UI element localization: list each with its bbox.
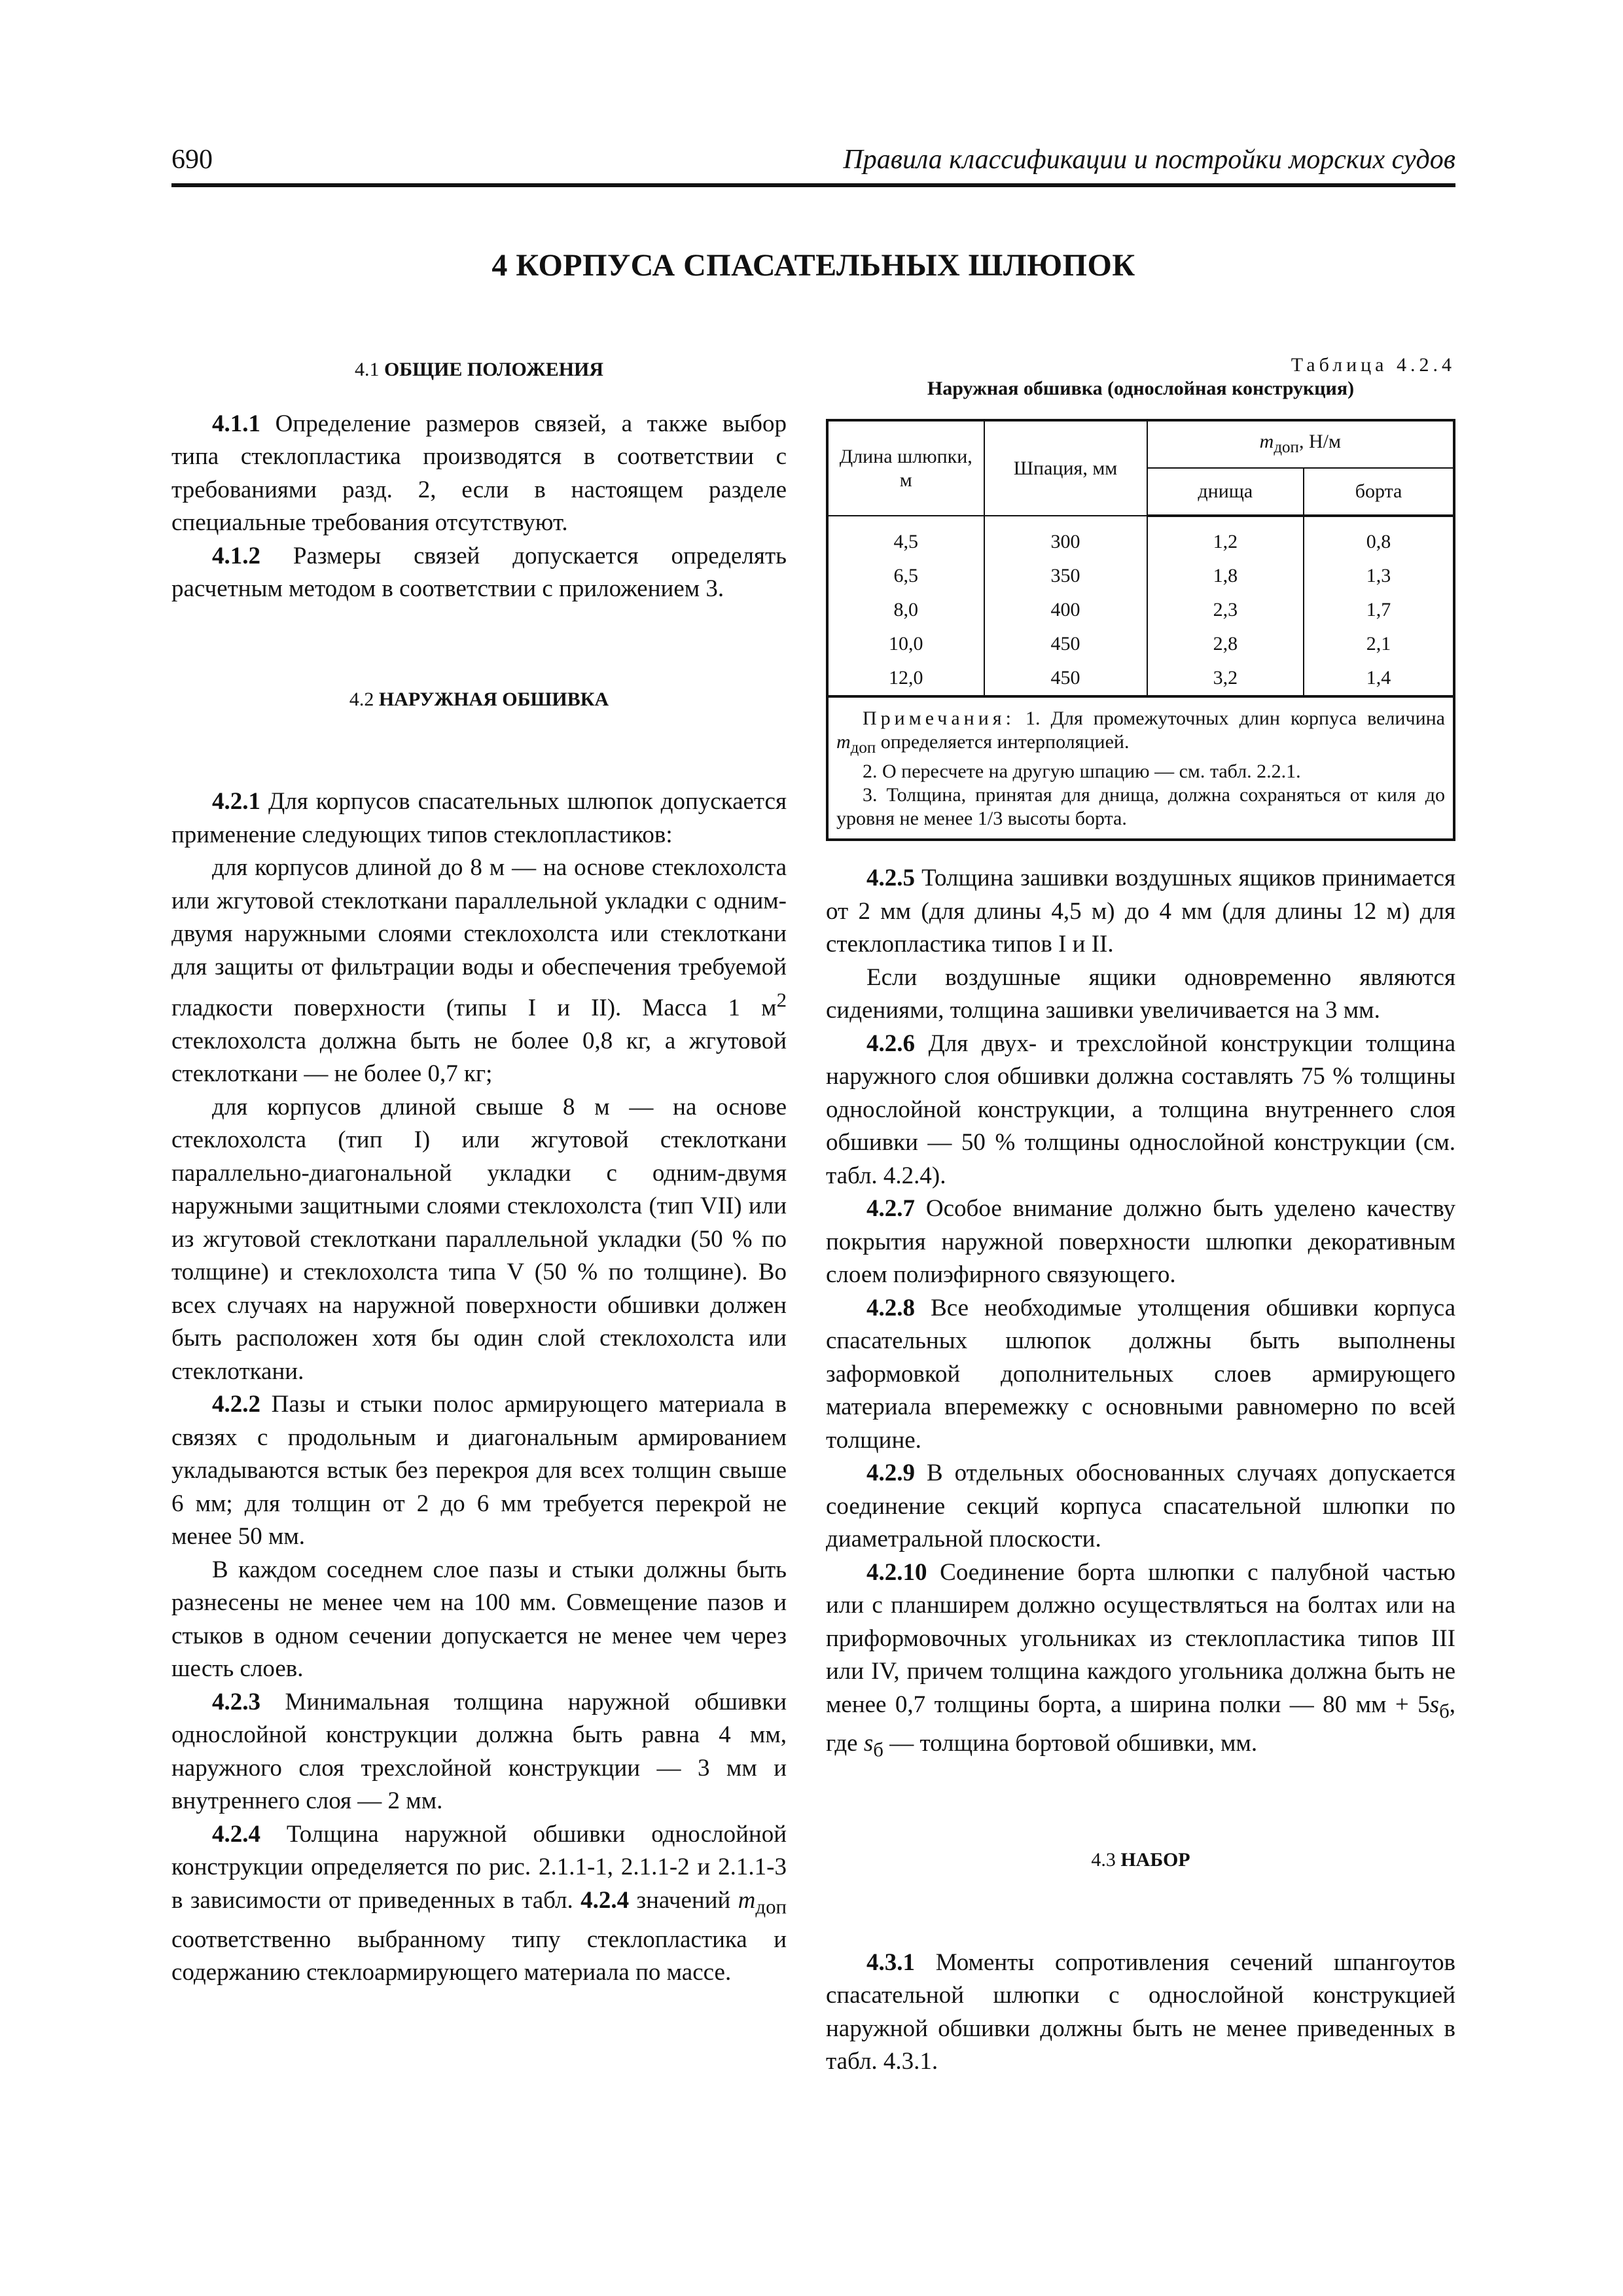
paragraph-4-1-2: 4.1.2 Размеры связей допускается определять расчетным методом в соответствии с приложением 3. — [171, 542, 787, 602]
table-cell: 4,5 — [827, 516, 984, 559]
table-4-2-4 — [826, 419, 1455, 841]
table-row — [827, 593, 1454, 627]
paragraph-4-2-8: 4.2.8 Все необходимые утолщения обшивки корпуса спасательных шлюпок должны быть выполнены заформовкой дополнительных слоев армирующего материала вперемежку с основными равномерно по всей толщине. — [826, 1294, 1455, 1454]
table-notes — [827, 696, 1454, 840]
chapter-title: 4 КОРПУСА СПАСАТЕЛЬНЫХ ШЛЮПОК — [491, 248, 1135, 283]
table-row — [827, 559, 1454, 593]
table-cell: 350 — [984, 559, 1147, 593]
table-cell: 1,3 — [1304, 559, 1454, 593]
symbol-m: m — [738, 1886, 756, 1914]
table-cell: 450 — [984, 661, 1147, 696]
table-note-2: 2. О пересчете на другую шпацию — см. табл. 2.2.1. — [863, 761, 1301, 782]
section-heading-4-2: 4.2 НАРУЖНАЯ ОБШИВКА — [349, 688, 609, 710]
table-row — [827, 661, 1454, 696]
table-cell: 8,0 — [827, 593, 984, 627]
header-side: борта — [1304, 468, 1454, 516]
header-bottom: днища — [1147, 468, 1304, 516]
section-heading-4-3: 4.3 НАБОР — [1091, 1849, 1190, 1871]
table-label: Таблица 4.2.4 — [1291, 354, 1455, 376]
table-cell: 10,0 — [827, 627, 984, 661]
paragraph-4-2-6: 4.2.6 Для двух- и трехслойной конструкции толщина наружного слоя обшивки должна составлять 75 % толщины однослойной конструкции, а толщина внутреннего слоя обшивки — 50 % толщины однослойной конструкции (см. табл. 4.2.4). — [826, 1030, 1455, 1189]
running-title: Правила классификации и постройки морских судов — [843, 145, 1455, 175]
table-cell: 400 — [984, 593, 1147, 627]
paragraph-4-2-1-long-hulls: для корпусов длиной свыше 8 м — на основе стеклохолста (тип I) или жгутовой стеклоткани параллельно-диагональной укладки с одним-двумя наружными защитными слоями стеклохолста (тип VII) или из жгутовой стеклоткани параллельной укладки (50 % по толщине) и стеклохолста типа V (50 % по толщине). Во всех случаях на наружной поверхности обшивки должен быть расположен хотя бы один слой стеклохолста или стеклоткани. — [171, 1093, 787, 1385]
right-column — [826, 353, 1455, 2079]
table-cell: 1,2 — [1147, 516, 1304, 559]
table-cell: 3,2 — [1147, 661, 1304, 696]
header-spacing: Шпация, мм — [984, 420, 1147, 516]
paragraph-4-2-2-cont: В каждом соседнем слое пазы и стыки должны быть разнесены не менее чем на 100 мм. Совмещение пазов и стыков в одном сечении допускается не менее чем через шесть слоев. — [171, 1556, 787, 1683]
paragraph-4-1-1: 4.1.1 Определение размеров связей, а также выбор типа стеклопластика производятся в соответствии с требованиями разд. 2, если в настоящем разделе специальные требования отсутствуют. — [171, 410, 787, 536]
table-cell: 450 — [984, 627, 1147, 661]
page-number: 690 — [171, 145, 213, 175]
table-row — [827, 516, 1454, 559]
paragraph-4-2-7: 4.2.7 Особое внимание должно быть уделено качеству покрытия наружной поверхности шлюпки декоративным слоем полиэфирного связующего. — [826, 1195, 1455, 1288]
table-cell: 2,1 — [1304, 627, 1454, 661]
page-header — [171, 144, 1455, 185]
table-cell: 2,3 — [1147, 593, 1304, 627]
table-cell: 6,5 — [827, 559, 984, 593]
symbol-s: s — [863, 1730, 874, 1757]
paragraph-4-2-3: 4.2.3 Минимальная толщина наружной обшивки однослойной конструкции должна быть равна 4 мм, наружного слоя трехслойной конструкции — 3 мм и внутреннего слоя — 2 мм. — [171, 1688, 787, 1815]
paragraph-4-2-5: 4.2.5 Толщина зашивки воздушных ящиков принимается от 2 мм (для длины 4,5 м) до 4 мм (для длины 12 м) для стеклопластика типов I и II. — [826, 865, 1455, 958]
paragraph-4-2-4: 4.2.4 Толщина наружной обшивки однослойной конструкции определяется по рис. 2.1.1-1, 2.1.1-2 и 2.1.1-3 в зависимости от приведенных в табл. 4.2.4 значений $m_{доп}$ соответственно выбранному типу стеклопластика и содержанию стеклоармирующего материала по массе. — [171, 1820, 787, 1986]
left-column — [171, 353, 787, 1990]
table-note-3: 3. Толщина, принятая для днища, должна сохраняться от киля до уровня не менее 1/3 высоты борта. — [836, 784, 1445, 829]
table-cell: 1,7 — [1304, 593, 1454, 627]
table-reference: 4.2.4 — [580, 1886, 630, 1914]
table-note-1: Примечания: 1. Для промежуточных длин корпуса величина $m_{доп}$ определяется интерполяцией. — [836, 708, 1445, 757]
table-cell: 0,8 — [1304, 516, 1454, 559]
table-cell: 1,4 — [1304, 661, 1454, 696]
section-heading-4-1: 4.1 ОБЩИЕ ПОЛОЖЕНИЯ — [354, 359, 604, 380]
paragraph-4-2-10: 4.2.10 Соединение борта шлюпки с палубной частью или с планширем должно осуществляться на болтах или на приформовочных угольниках из стеклопластика типов III или IV, причем толщина каждого угольника должна быть не менее 0,7 толщины борта, а ширина полки — 80 мм + $5s_б$, где $s_б$ — толщина бортовой обшивки, мм. — [826, 1558, 1455, 1761]
paragraph-4-2-5-cont: Если воздушные ящики одновременно являются сидениями, толщина зашивки увеличивается на 3 мм. — [826, 963, 1455, 1024]
table-cell: 1,8 — [1147, 559, 1304, 593]
table-cell: 2,8 — [1147, 627, 1304, 661]
paragraph-4-2-1: 4.2.1 Для корпусов спасательных шлюпок допускается применение следующих типов стеклопластиков: — [171, 788, 787, 848]
paragraph-4-2-2: 4.2.2 Пазы и стыки полос армирующего материала в связях с продольным и диагональным армированием укладываются встык без перекроя для всех толщин свыше 6 мм; для толщин от 2 до 6 мм требуется перекрой не менее 50 мм. — [171, 1391, 787, 1551]
header-m-dop: $m_{доп}$, Н/м — [1147, 420, 1454, 468]
paragraph-4-2-9: 4.2.9 В отдельных обоснованных случаях допускается соединение секций корпуса спасательной шлюпки по диаметральной плоскости. — [826, 1460, 1456, 1552]
table-row — [827, 627, 1454, 661]
symbol-s: s — [1429, 1691, 1440, 1718]
table-caption: Наружная обшивка (однослойная конструкция) — [927, 378, 1355, 399]
table-cell: 300 — [984, 516, 1147, 559]
header-rule — [171, 183, 1455, 187]
paragraph-4-2-1-short-hulls: для корпусов длиной до 8 м — на основе стеклохолста или жгутовой стеклоткани параллельной укладки с одним-двумя наружными слоями стеклохолста или стеклоткани для защиты от фильтрации воды и обеспечения требуемой гладкости поверхности (типы I и II). Масса 1 $м^2$ стеклохолста должна быть не более 0,8 кг, а жгутовой стеклоткани — не более 0,7 кг; — [171, 854, 787, 1088]
table-cell: 12,0 — [827, 661, 984, 696]
paragraph-4-3-1: 4.3.1 Моменты сопротивления сечений шпангоутов спасательной шлюпки с однослойной конструкцией наружной обшивки должны быть не менее приведенных в табл. 4.3.1. — [826, 1948, 1456, 2075]
header-length: Длина шлюпки, м — [827, 420, 984, 516]
